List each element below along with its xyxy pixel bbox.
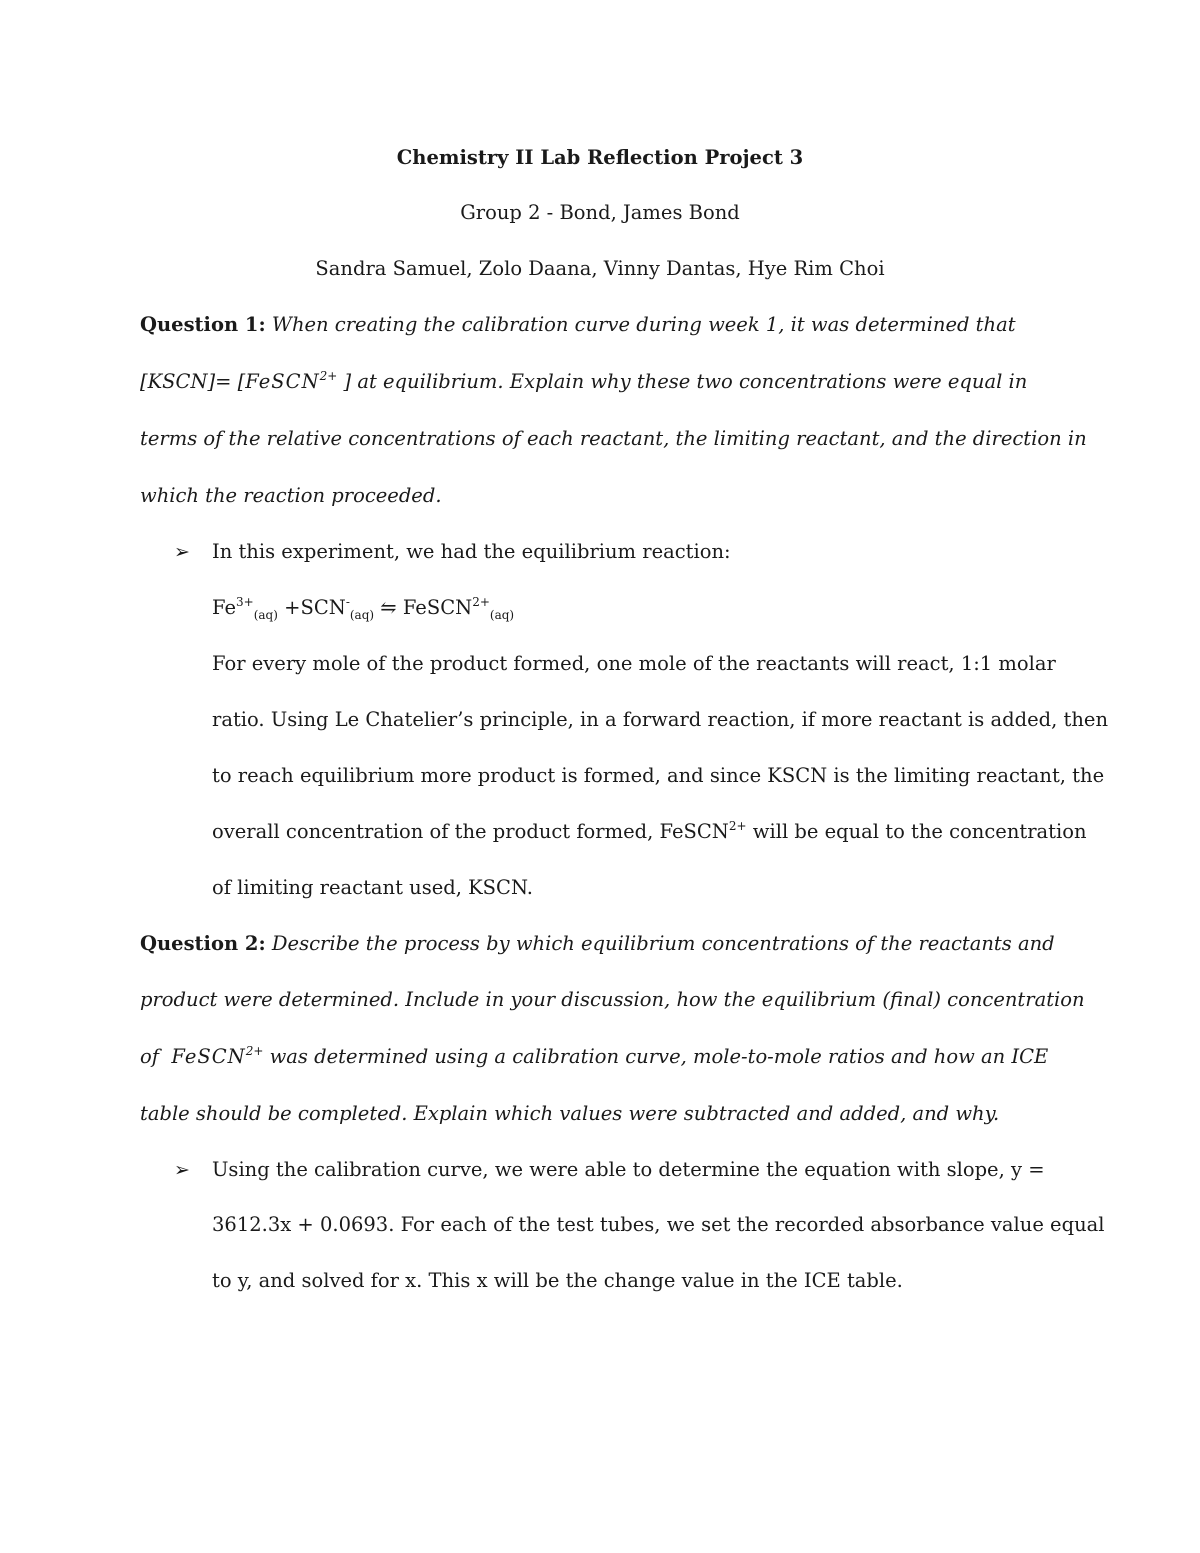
bullet-arrow-icon: ➢ bbox=[174, 1159, 190, 1181]
eq-product: FeSCN bbox=[402, 596, 473, 619]
question-1-label: Question 1: bbox=[140, 313, 266, 336]
question-2-text-1: Describe the process by which equilibrium concentrations of the reactants and bbox=[271, 932, 1055, 955]
answer-1-line-5: of limiting reactant used, KSCN. bbox=[212, 876, 533, 899]
answer-1-text-4b: will be equal to the concentration bbox=[746, 820, 1087, 843]
answer-1-charge: 2+ bbox=[728, 819, 747, 833]
question-2-line-2: product were determined. Include in your discussion, how the equilibrium (final) concentration bbox=[140, 988, 1085, 1011]
answer-2-line-1: Using the calibration curve, we were able to determine the equation with slope, y = bbox=[212, 1158, 1045, 1181]
eq-iron: Fe bbox=[212, 596, 237, 619]
question-1-formula: FeSCN bbox=[245, 370, 320, 393]
answer-1-line-3: to reach equilibrium more product is formed, and since KSCN is the limiting reactant, the bbox=[212, 764, 1105, 787]
question-1-line-1 bbox=[140, 312, 1016, 338]
question-2-text-3a: of bbox=[140, 1045, 166, 1068]
members-line: Sandra Samuel, Zolo Daana, Vinny Dantas, Hye Rim Choi bbox=[315, 257, 885, 280]
question-1-text-2a: [KSCN]= [ bbox=[140, 370, 246, 393]
question-2-label: Question 2: bbox=[140, 932, 266, 955]
question-2-formula: FeSCN bbox=[171, 1045, 246, 1068]
question-1-line-2 bbox=[140, 369, 1027, 395]
eq-product-state: (aq) bbox=[489, 608, 515, 622]
question-2-formula-charge: 2+ bbox=[245, 1044, 264, 1058]
document-title: Chemistry II Lab Reflection Project 3 bbox=[396, 146, 804, 169]
group-line: Group 2 - Bond, James Bond bbox=[460, 201, 740, 224]
answer-1-intro: In this experiment, we had the equilibrium reaction: bbox=[212, 540, 731, 563]
eq-thiocyanate-state: (aq) bbox=[349, 608, 375, 622]
eq-thiocyanate: +SCN bbox=[277, 596, 346, 619]
answer-1-text-4a: overall concentration of the product formed, FeSCN bbox=[212, 820, 729, 843]
eq-iron-state: (aq) bbox=[253, 608, 278, 622]
question-2-text-3c: was determined using a calibration curve, mole-to-mole ratios and how an ICE bbox=[263, 1045, 1049, 1068]
question-1-line-4: which the reaction proceeded. bbox=[140, 484, 442, 507]
answer-2-line-2: 3612.3x + 0.0693. For each of the test tubes, we set the recorded absorbance value equal bbox=[212, 1213, 1105, 1236]
eq-iron-charge: 3+ bbox=[236, 595, 254, 609]
question-1-line-3: terms of the relative concentrations of each reactant, the limiting reactant, and the direction in bbox=[140, 427, 1087, 450]
eq-equilibrium-arrow-icon: ⇋ bbox=[374, 596, 403, 619]
eq-thiocyanate-charge: - bbox=[345, 595, 350, 609]
question-2-line-4: table should be completed. Explain which values were subtracted and added, and why. bbox=[140, 1102, 1000, 1125]
answer-2-line-3: to y, and solved for x. This x will be the change value in the ICE table. bbox=[212, 1269, 903, 1292]
question-2-line-1 bbox=[140, 931, 1055, 957]
bullet-arrow-icon: ➢ bbox=[174, 541, 190, 563]
question-1-formula-charge: 2+ bbox=[319, 369, 338, 383]
question-1-text-1: When creating the calibration curve during week 1, it was determined that bbox=[271, 313, 1016, 336]
answer-1-line-1: For every mole of the product formed, one mole of the reactants will react, 1:1 molar bbox=[212, 652, 1056, 675]
question-2-line-3 bbox=[140, 1044, 1048, 1070]
eq-product-charge: 2+ bbox=[472, 595, 490, 609]
equilibrium-equation bbox=[212, 595, 514, 621]
answer-1-line-2: ratio. Using Le Chatelier’s principle, in a forward reaction, if more reactant is added, then bbox=[212, 708, 1109, 731]
question-1-text-2c: ] at equilibrium. Explain why these two concentrations were equal in bbox=[343, 370, 1028, 393]
answer-1-line-4 bbox=[212, 819, 1087, 845]
